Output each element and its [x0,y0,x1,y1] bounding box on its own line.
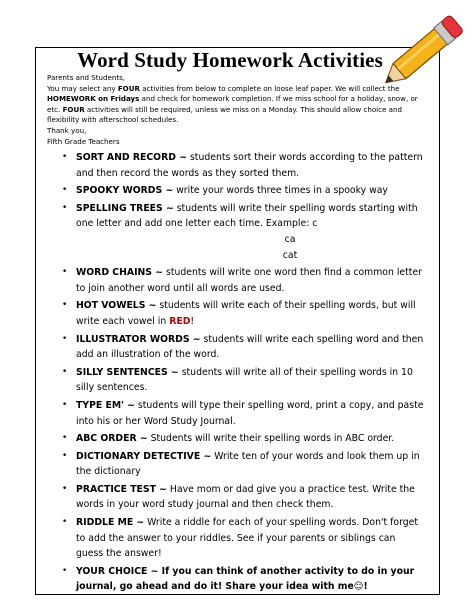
intro-line: flexibility with afterschool schedules. [47,115,179,125]
list-item: • HOT VOWELS ~ students will write each of their spelling words, but will write each vowel in RED! [62,300,416,327]
list-item: • SILLY SENTENCES ~ students will write all of their spelling words in 10 silly sentences. [62,366,413,394]
list-item: • WORD CHAINS ~ students will write one word then find a common letter to join another word until all words are used. [62,267,422,294]
list-item: • ABC ORDER ~ Students will write their spelling words in ABC order. [62,431,424,447]
list-item: • SPELLING TREES ~ students will write their spelling words starting with one letter and add one letter each time. Example: c ca cat [62,201,424,263]
list-item: • SPOOKY WORDS ~ write your words three times in a spooky way [62,183,424,199]
bullet-icon: • [62,450,68,461]
signature: Fifth Grade Teachers [47,136,120,146]
emphasis: FOUR [117,83,140,93]
bullet-icon: • [62,300,68,311]
list-item: • RIDDLE ME ~ Write a riddle for each of your spelling words. Don't forget to add the answer to your riddles. See if your parents or siblings can guess the answer! [62,517,419,560]
bullet-icon: • [62,565,68,576]
list-item: • TYPE EM' ~ students will type their spelling word, print a copy, and paste into his or her Word Study Journal. [62,399,424,427]
list-item: • SORT AND RECORD ~ students sort their words according to the pattern and then record the words as they sorted them. [62,152,423,179]
bullet-icon: • [62,366,68,377]
bullet-icon: • [62,202,68,213]
intro-line: You may select any FOUR activities from below to complete on loose leaf paper. We will collect the [47,83,400,93]
bullet-icon: • [62,517,68,528]
example-line: cat [282,249,298,261]
emphasis: HOMEWORK on Fridays [47,94,140,104]
bullet-icon: • [62,152,68,162]
example-line: ca [284,233,296,245]
list-item: • ILLUSTRATOR WORDS ~ students will write each spelling word and then add an illustration of the word. [62,333,424,361]
thanks: Thank you, [47,125,87,135]
bullet-icon: • [62,185,68,196]
intro-paragraph [47,73,442,147]
list-item: • YOUR CHOICE ~ If you can think of another activity to do in your journal, go ahead and do it! Share your idea with me☺! [62,565,415,593]
red-word: RED [169,315,191,327]
bullet-icon: • [62,399,68,410]
bullet-icon: • [62,267,68,278]
intro-line: HOMEWORK on Fridays and check for homework completion. If we miss school for a holiday, snow, or [47,94,418,104]
emphasis: FOUR [62,104,85,114]
bullet-icon: • [62,433,68,444]
list-item: • DICTIONARY DETECTIVE ~ Write ten of your words and look them up in the dictionary [62,450,420,478]
greeting: Parents and Students, [47,73,126,82]
list-item: • PRACTICE TEST ~ Have mom or dad give you a practice test. Write the words in your word study journal and then check them. [62,483,415,511]
bullet-icon: • [62,483,68,494]
page-title: Word Study Homework Activities [77,48,383,72]
bullet-icon: • [62,333,68,344]
intro-line: etc. FOUR activities will still be required, unless we miss on a Monday. This should allow choice and [47,104,403,114]
activity-list [62,150,424,597]
